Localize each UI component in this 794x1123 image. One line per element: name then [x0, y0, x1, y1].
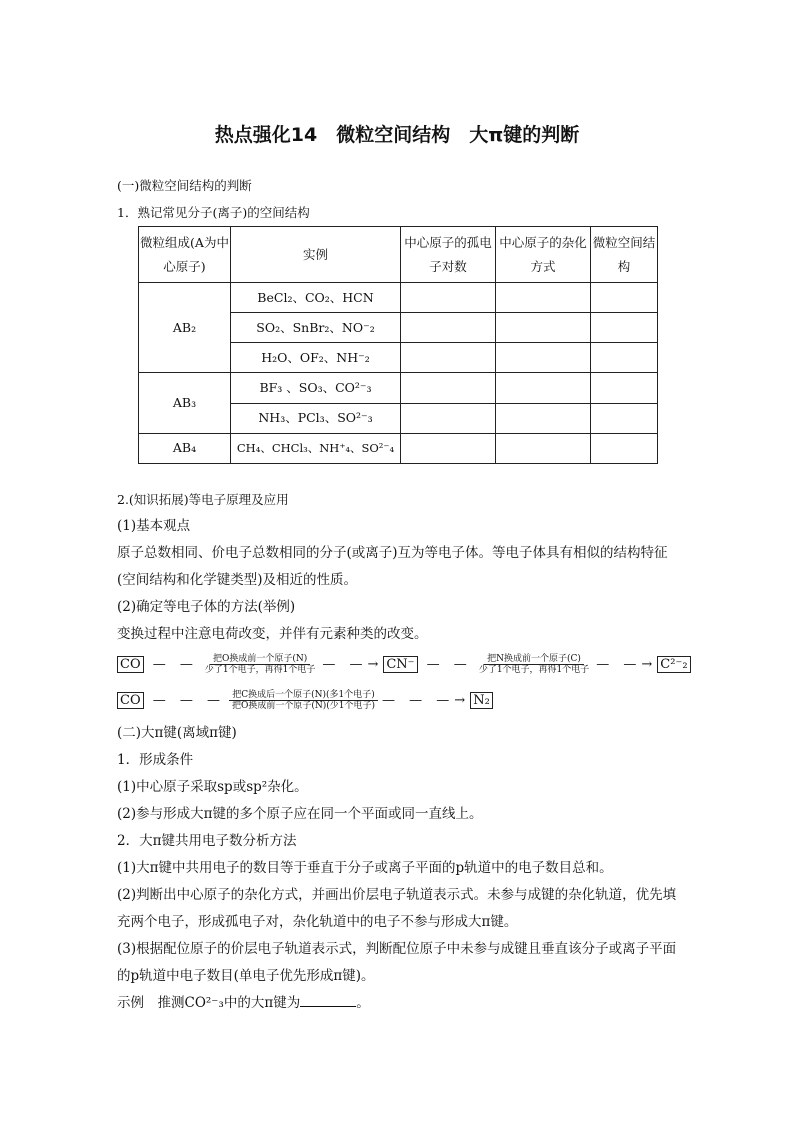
example-end: 。 [356, 995, 370, 1011]
formula-box: N₂ [470, 692, 493, 709]
example-line [117, 990, 679, 1017]
paragraph: 变换过程中注意电荷改变，并伴有元素种类的改变。 [117, 626, 428, 642]
example-text: 示例 推测CO²⁻₃中的大π键为 [117, 995, 301, 1011]
item-2-title: 2.(知识拓展)等电子原理及应用 [117, 492, 289, 507]
isoelectronic-chain-1 [117, 654, 691, 675]
answer-cell [496, 373, 591, 403]
arrow-top-label: 把N换成前一个原子(C) [484, 654, 584, 665]
table-header-row [139, 227, 658, 283]
section-heading-2: (二)大π键(离域π键) [117, 725, 237, 741]
reaction-arrow [476, 654, 592, 675]
col-header: 中心原子的杂化方式 [496, 227, 591, 283]
paragraph: (2)判断出中心原子的杂化方式，并画出价层电子轨道表示式。未参与成键的杂化轨道，优先填充两个电子，形成孤电子对，杂化轨道中的电子不参与形成大π键。 [117, 887, 677, 930]
answer-cell [591, 403, 658, 433]
answer-cell [496, 433, 591, 463]
answer-cell [591, 343, 658, 373]
paragraph: (1)大π键中共用电子的数目等于垂直于分子或离子平面的p轨道中的电子数目总和。 [117, 860, 613, 876]
answer-cell [591, 433, 658, 463]
isoelectronic-chain-2 [117, 690, 493, 711]
col-header: 中心原子的孤电子对数 [401, 227, 496, 283]
dash-line: — — [143, 657, 198, 672]
subheading: 2．大π键共用电子数分析方法 [117, 833, 297, 849]
reaction-arrow [229, 690, 378, 711]
reaction-arrow [202, 654, 318, 675]
example-cell: CH₄、CHCl₃、NH⁺₄、SO²⁻₄ [231, 433, 401, 463]
col-header: 微粒空间结构 [591, 227, 658, 283]
answer-cell [401, 433, 496, 463]
arrow-top-label: 把C换成后一个原子(N)(多1个电子) [229, 690, 378, 701]
table-row [139, 283, 658, 313]
answer-cell [496, 403, 591, 433]
subheading: (1)基本观点 [117, 518, 191, 534]
answer-blank[interactable] [300, 994, 356, 1007]
answer-cell [591, 283, 658, 313]
answer-cell [591, 313, 658, 343]
answer-cell [591, 373, 658, 403]
formula-box: CN⁻ [383, 656, 417, 673]
group-label: AB₃ [139, 373, 231, 433]
section-heading-1: (一)微粒空间结构的判断 [117, 178, 252, 193]
dash-line: — — — [143, 693, 226, 708]
answer-cell [401, 403, 496, 433]
paragraph: (3)根据配位原子的价层电子轨道表示式，判断配位原子中未参与成键且垂直该分子或离子平面的p轨道中电子数目(单电子优先形成π键)。 [117, 941, 677, 984]
example-cell: BF₃ 、SO₃、CO²⁻₃ [231, 373, 401, 403]
dash-arrow: — —→ [596, 657, 658, 672]
answer-cell [496, 343, 591, 373]
arrow-bottom-label: 少了1个电子，再得1个电子 [204, 665, 316, 675]
subheading: (2)确定等电子体的方法(举例) [117, 599, 296, 615]
structure-table [138, 226, 658, 464]
formula-box: CO [117, 656, 144, 673]
answer-cell [401, 283, 496, 313]
answer-cell [401, 373, 496, 403]
group-label: AB₄ [139, 433, 231, 463]
example-cell: SO₂、SnBr₂、NO⁻₂ [231, 313, 401, 343]
example-cell: BeCl₂、CO₂、HCN [231, 283, 401, 313]
group-label: AB₂ [139, 283, 231, 373]
item-1-title: 1．熟记常见分子(离子)的空间结构 [117, 205, 310, 220]
page-title: 热点强化14 微粒空间结构 大π键的判断 [214, 124, 580, 146]
paragraph: (1)中心原子采取sp或sp²杂化。 [117, 779, 308, 795]
col-header: 微粒组成(A为中心原子) [139, 227, 231, 283]
dash-arrow: — — —→ [382, 693, 471, 708]
answer-cell [496, 283, 591, 313]
dash-line: — — [417, 657, 472, 672]
example-cell: H₂O、OF₂、NH⁻₂ [231, 343, 401, 373]
table-row [139, 433, 658, 463]
arrow-bottom-label: 少了1个电子，再得1个电子 [478, 665, 590, 675]
arrow-bottom-label: 把O换成前一个原子(N)(少1个电子) [232, 701, 376, 711]
answer-cell [401, 343, 496, 373]
answer-cell [401, 313, 496, 343]
formula-box: C²⁻₂ [657, 656, 690, 673]
paragraph: 原子总数相同、价电子总数相同的分子(或离子)互为等电子体。等电子体具有相似的结构特征(空间结构和化学键类型)及相近的性质。 [117, 545, 668, 588]
subheading: 1．形成条件 [117, 752, 194, 768]
dash-arrow: — —→ [322, 657, 384, 672]
answer-cell [496, 313, 591, 343]
table-row [139, 373, 658, 403]
col-header: 实例 [231, 227, 401, 283]
paragraph: (2)参与形成大π键的多个原子应在同一个平面或同一直线上。 [117, 806, 483, 822]
example-cell: NH₃、PCl₃、SO²⁻₃ [231, 403, 401, 433]
arrow-top-label: 把O换成前一个原子(N) [210, 654, 310, 665]
formula-box: CO [117, 692, 144, 709]
